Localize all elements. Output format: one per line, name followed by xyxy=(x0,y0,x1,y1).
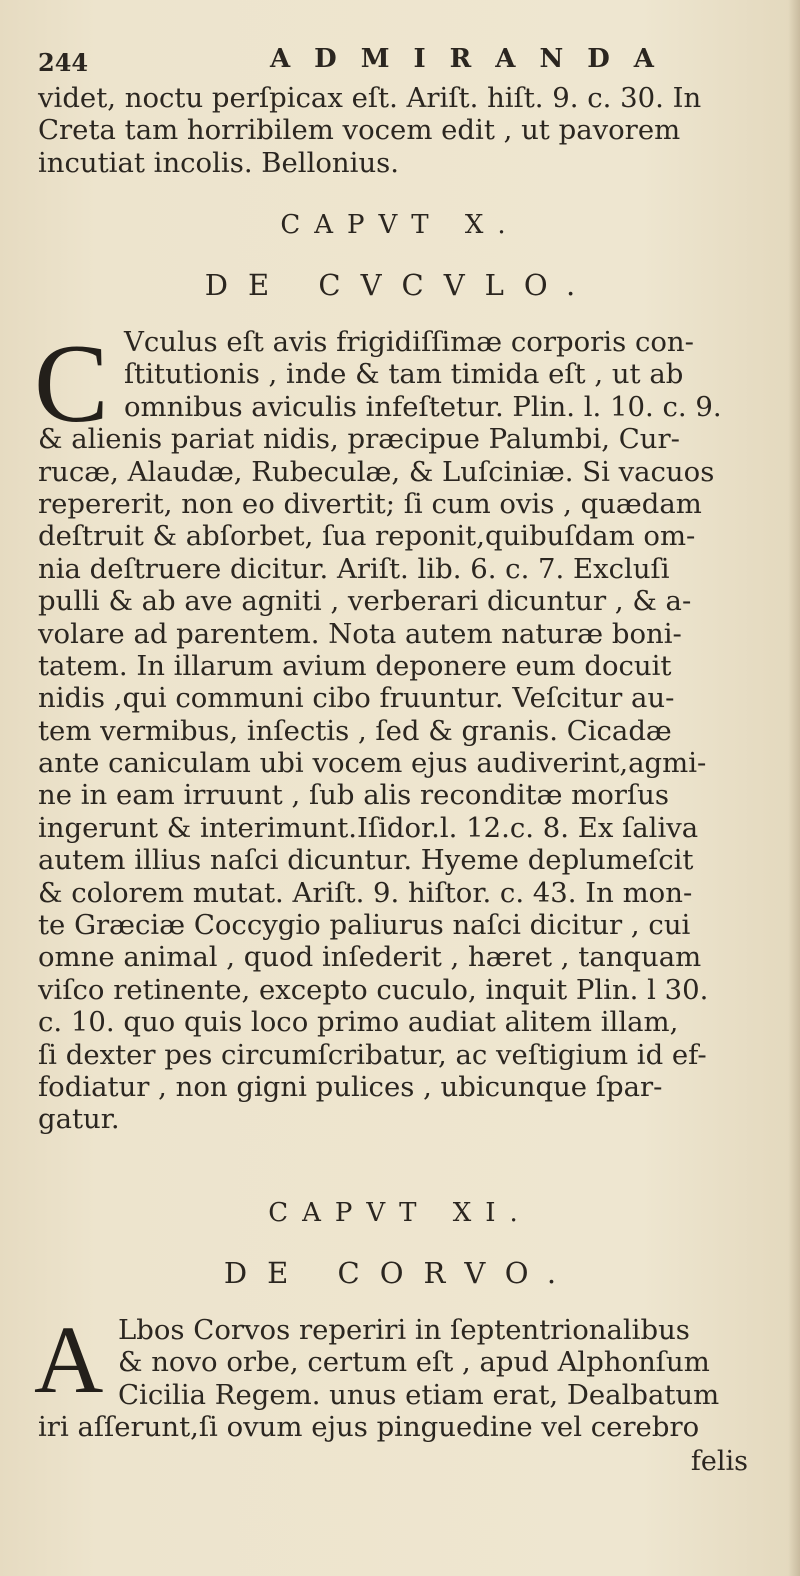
text-line: nidis ,qui communi cibo fruuntur. Veſcitur au- xyxy=(38,682,675,715)
page-number: 244 xyxy=(38,48,89,77)
dropcap-c: C xyxy=(34,322,109,446)
text-line: ſi dexter pes circumſcribatur, ac veſtigium id ef- xyxy=(38,1038,707,1071)
text-line: iri aſſerunt,ſi ovum ejus pinguedine vel cerebro xyxy=(38,1411,700,1444)
text-line: omnibus aviculis infeſtetur. Plin. l. 10. c. 9. xyxy=(124,390,722,423)
text-line: autem illius naſci dicuntur. Hyeme deplumeſcit xyxy=(38,844,694,877)
chapter-10-body xyxy=(38,326,732,1136)
text-line: te Græciæ Coccygio paliurus naſci dicitur , cui xyxy=(38,909,691,942)
text-line: ſtitutionis , inde & tam timida eſt , ut ab xyxy=(124,358,684,391)
text-line: repererit, non eo divertit; ſi cum ovis , quædam xyxy=(38,487,702,520)
text-line: tatem. In illarum avium deponere eum docuit xyxy=(38,649,672,682)
text-line: Cicilia Regem. unus etiam erat, Dealbatum xyxy=(118,1378,720,1411)
chapter-10-caput: CAPVT X. xyxy=(280,210,520,240)
page-header xyxy=(38,44,768,84)
chapter-11-title: DE CORVO. xyxy=(223,1256,577,1290)
text-line: & colorem mutat. Ariſt. 9. hiſtor. c. 43. In mon- xyxy=(38,876,693,909)
text-line: gatur. xyxy=(38,1103,120,1136)
text-line: pulli & ab ave agniti , verberari dicuntur , & a- xyxy=(38,585,692,618)
text-line: Lbos Corvos reperiri in ſeptentrionalibus xyxy=(118,1314,690,1346)
dropcap-a: A xyxy=(34,1306,104,1413)
text-line: ingerunt & interimunt.Iſidor.l. 12.c. 8. Ex ſaliva xyxy=(38,811,699,844)
text-line: omne animal , quod inſederit , hæret , tanquam xyxy=(38,941,702,974)
text-line: rucæ, Alaudæ, Rubeculæ, & Luſciniæ. Si vacuos xyxy=(38,455,715,488)
running-title: ADMIRANDA xyxy=(270,44,678,74)
text-line: deſtruit & abſorbet, ſua reponit,quibuſdam om- xyxy=(38,520,696,553)
text-line: c. 10. quo quis loco primo audiat alitem illam, xyxy=(38,1006,679,1039)
text-line: ne in eam irruunt , ſub alis reconditæ morſus xyxy=(38,779,669,812)
text-line: nia deſtruere dicitur. Ariſt. lib. 6. c. 7. Excluſi xyxy=(38,552,670,585)
text-line: viſco retinente, excepto cuculo, inquit Plin. l 30. xyxy=(38,973,709,1006)
text-line: ante caniculam ubi vocem ejus audiverint,agmi- xyxy=(38,747,707,780)
text-line: videt, noctu perſpicax eſt. Ariſt. hiſt. 9. c. 30. In xyxy=(38,82,702,114)
text-line: incutiat incolis. Bellonius. xyxy=(38,146,400,179)
text-line: volare ad parentem. Nota autem naturæ boni- xyxy=(38,617,682,650)
chapter-11-caput: CAPVT XI. xyxy=(268,1198,532,1228)
text-line: & novo orbe, certum eſt , apud Alphonſum xyxy=(118,1346,710,1379)
intro-paragraph xyxy=(38,82,732,179)
chapter-11-body xyxy=(38,1314,732,1444)
catchword: felis xyxy=(690,1446,748,1477)
chapter-10-title: DE CVCVLO. xyxy=(204,268,596,302)
text-line: Vculus eſt avis frigidiſſimæ corporis con- xyxy=(124,326,694,358)
text-line: & alienis pariat nidis, præcipue Palumbi, Cur- xyxy=(38,423,680,456)
text-line: fodiatur , non gigni pulices , ubicunque ſpar- xyxy=(38,1070,663,1103)
text-line: Creta tam horribilem vocem edit , ut pavorem xyxy=(38,114,681,147)
text-line: tem vermibus, inſectis , ſed & granis. Cicadæ xyxy=(38,714,672,747)
